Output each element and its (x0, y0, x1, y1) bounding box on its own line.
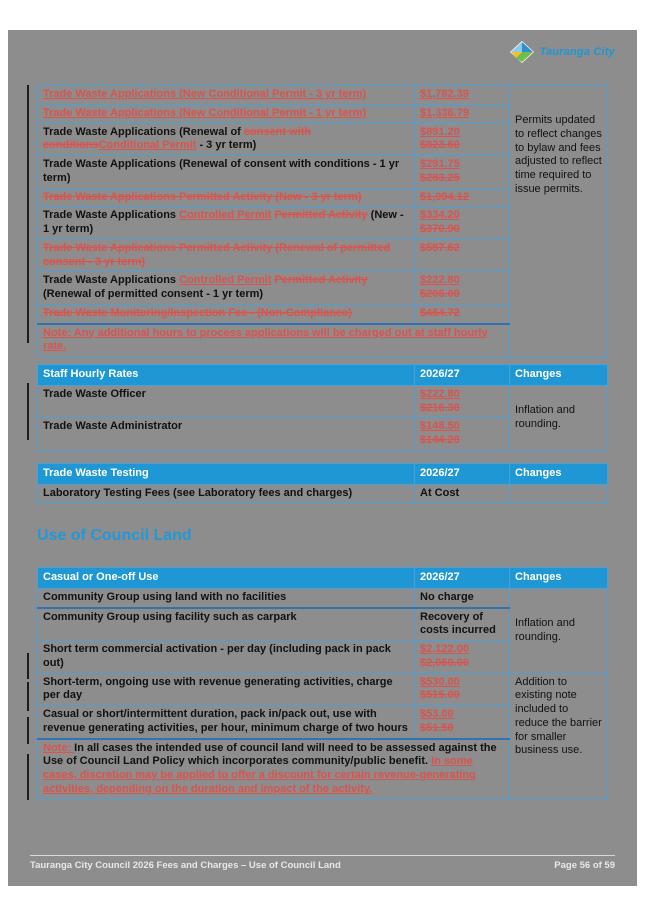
table-row (38, 673, 608, 706)
inserted-text-run: $530.00 (420, 675, 460, 688)
fee-description-cell (38, 207, 415, 240)
fee-description-cell (38, 588, 415, 607)
fee-amount-cell (415, 156, 510, 189)
change-bar (27, 682, 29, 711)
fee-amount-cell (415, 86, 510, 105)
inserted-text-run: Note: (43, 741, 75, 754)
column-header: Casual or One-off Use (38, 568, 415, 589)
inserted-text-run: $53.00 (420, 708, 454, 720)
fee-description-cell (38, 188, 415, 207)
column-header: 2026/27 (415, 464, 510, 485)
deleted-text-run: $515.00 (420, 689, 460, 702)
column-header: Changes (510, 464, 608, 485)
text-run: In all cases the intended use of council land will need to be assessed against the Use of Council Land Policy which incorporates community/public benefit. (43, 741, 497, 768)
change-bar (27, 383, 29, 440)
fee-description-cell (38, 123, 415, 156)
staff-hourly-rates-table (37, 364, 608, 451)
inserted-text-run: $891.20 (420, 125, 460, 138)
text-run: At Cost (420, 486, 460, 499)
deleted-text-run: Trade Waste Applications Permitted Activity (Renewal of permitted consent - 3 yr term) (43, 241, 391, 268)
casual-or-one-off-use-table (37, 567, 608, 800)
trade-waste-applications-table-container (37, 85, 607, 357)
inserted-text-run: $222.80 (420, 274, 460, 287)
deleted-text-run: $216.30 (420, 401, 460, 414)
changes-cell: Inflation and rounding. (510, 385, 608, 450)
document-page (8, 30, 637, 886)
fee-description-cell (38, 608, 415, 641)
table-row (38, 86, 608, 105)
inserted-text-run: $2,122.00 (420, 643, 469, 655)
fee-amount-cell (415, 207, 510, 240)
text-run: Trade Waste Applications (Renewal of consent with conditions - 1 yr term) (43, 158, 400, 184)
section-heading-use-of-council-land: Use of Council Land (37, 527, 192, 544)
deleted-text-run: $51.50 (420, 721, 454, 734)
footer-divider (30, 855, 615, 856)
fee-amount-cell (415, 641, 510, 674)
inserted-text-run: In some cases, discretion may be applied to offer a discount for certain revenue-generating activities, depending on the duration and impact of the activity. (43, 755, 476, 795)
fee-description-cell (38, 641, 415, 674)
fee-amount-cell (415, 673, 510, 706)
footer-document-title: Tauranga City Council 2026 Fees and Charges – Use of Council Land (30, 860, 341, 871)
fee-description-cell (38, 673, 415, 706)
text-run: Trade Waste Officer (43, 387, 146, 400)
fee-description-cell (38, 86, 415, 105)
deleted-text-run: $283.25 (420, 171, 460, 184)
note-cell (38, 324, 510, 357)
fee-amount-cell (415, 104, 510, 123)
text-run: (Renewal of permitted consent - 1 yr term) (43, 288, 264, 300)
text-run: No charge (420, 590, 474, 603)
fee-amount-cell (415, 385, 510, 418)
logo-diamond-icon (509, 40, 535, 64)
fee-description-cell (38, 304, 415, 323)
fee-amount-cell (415, 239, 510, 272)
text-run: Casual or short/intermittent duration, pack in/pack out, use with revenue generating activities, per hour, minimum charge of two hours (43, 708, 408, 734)
deleted-text-run: $144.20 (420, 434, 460, 446)
inserted-text-run: $148.50 (420, 420, 460, 433)
change-bar (27, 717, 29, 744)
column-header: Staff Hourly Rates (38, 365, 415, 386)
inserted-text-run: Note: Any additional hours to process applications will be charged out at staff hourly rate. (43, 326, 488, 353)
text-run: Trade Waste Applications (43, 274, 180, 287)
changes-cell: Permits updated to reflect changes to bylaw and fees adjusted to reflect time required to issue permits. (510, 86, 608, 357)
change-bar (27, 85, 29, 343)
casual-or-one-off-use-table-container (37, 567, 607, 800)
fee-description-cell (38, 418, 415, 451)
text-run: Trade Waste Applications (Renewal of (43, 125, 244, 138)
text-run: Community Group using facility such as carpark (43, 610, 297, 623)
inserted-text-run: $1,336.79 (420, 106, 469, 119)
deleted-text-run: Trade Waste Applications Permitted Activity (New - 3 yr term) (43, 190, 362, 203)
fee-description-cell (38, 706, 415, 739)
inserted-text-run: $222.80 (420, 387, 460, 400)
change-bar (27, 754, 29, 800)
fee-amount-cell (415, 188, 510, 207)
fee-amount-cell (415, 123, 510, 156)
deleted-text-run: $2,060.00 (420, 656, 469, 669)
fee-amount-cell (415, 418, 510, 451)
column-header: Changes (510, 568, 608, 589)
changes-cell: Inflation and rounding. (510, 588, 608, 673)
inserted-text-run: $291.75 (420, 158, 460, 170)
deleted-text-run: $1,094.12 (420, 190, 469, 203)
deleted-text-run: Trade Waste Monitoring/Inspection Fee - (Non-Compliance) (43, 306, 352, 319)
fee-amount-cell (415, 588, 510, 607)
deleted-text-run: $464.72 (420, 306, 460, 319)
fee-amount-cell (415, 484, 510, 503)
text-run: Short term commercial activation - per day (including pack in pack out) (43, 643, 391, 669)
text-run: Laboratory Testing Fees (see Laboratory fees and charges) (43, 486, 353, 499)
fee-description-cell (38, 104, 415, 123)
fee-amount-cell (415, 304, 510, 323)
trade-waste-testing-table (37, 463, 608, 504)
inserted-text-run: Trade Waste Applications (New Conditional Permit - 1 yr term) (43, 106, 367, 119)
change-bar (27, 653, 29, 679)
page-footer (30, 860, 615, 871)
fee-description-cell (38, 156, 415, 189)
fee-description-cell (38, 484, 415, 503)
fee-amount-cell (415, 608, 510, 641)
table-row (38, 588, 608, 607)
deleted-text-run: consent with conditions (43, 125, 312, 152)
text-run: - 3 yr term) (196, 139, 257, 152)
fee-description-cell (38, 385, 415, 418)
inserted-text-run: Trade Waste Applications (New Conditional Permit - 3 yr term) (43, 88, 367, 100)
footer-page-number: Page 56 of 59 (554, 860, 615, 871)
fee-amount-cell (415, 706, 510, 739)
inserted-text-run: $1,782.39 (420, 88, 469, 100)
column-header: 2026/27 (415, 365, 510, 386)
deleted-text-run: $823.60 (420, 139, 460, 152)
column-header: 2026/27 (415, 568, 510, 589)
deleted-text-run: $206.00 (420, 288, 460, 300)
deleted-text-run: $587.62 (420, 241, 460, 254)
text-run: Trade Waste Applications (43, 209, 180, 222)
fee-amount-cell (415, 272, 510, 305)
table-row (38, 484, 608, 503)
column-header: Trade Waste Testing (38, 464, 415, 485)
deleted-text-run: Permitted Activity (274, 274, 368, 287)
fee-description-cell (38, 239, 415, 272)
inserted-text-run: Conditional Permit (98, 139, 197, 152)
text-run: Short-term, ongoing use with revenue generating activities, charge per day (43, 675, 393, 702)
inserted-text-run: Controlled Permit (179, 209, 272, 222)
deleted-text-run: $370.90 (420, 223, 460, 235)
deleted-text-run: Permitted Activity (274, 209, 368, 222)
staff-hourly-rates-table-container (37, 364, 607, 451)
inserted-text-run: Controlled Permit (179, 274, 272, 287)
inserted-text-run: $334.20 (420, 209, 460, 222)
text-run: (New - 1 yr term) (43, 209, 404, 235)
changes-cell (510, 484, 608, 503)
note-cell (38, 739, 510, 800)
text-run: Recovery of costs incurred (420, 610, 496, 637)
text-run: Trade Waste Administrator (43, 420, 183, 433)
tauranga-city-logo (509, 40, 615, 64)
logo-wordmark: Tauranga City (539, 46, 615, 58)
text-run: Community Group using land with no facilities (43, 590, 287, 603)
fee-description-cell (38, 272, 415, 305)
column-header: Changes (510, 365, 608, 386)
trade-waste-testing-table-container (37, 463, 607, 504)
changes-cell: Addition to existing note included to reduce the barrier for smaller business use. (510, 673, 608, 799)
trade-waste-applications-table (37, 85, 608, 357)
table-row (38, 385, 608, 418)
